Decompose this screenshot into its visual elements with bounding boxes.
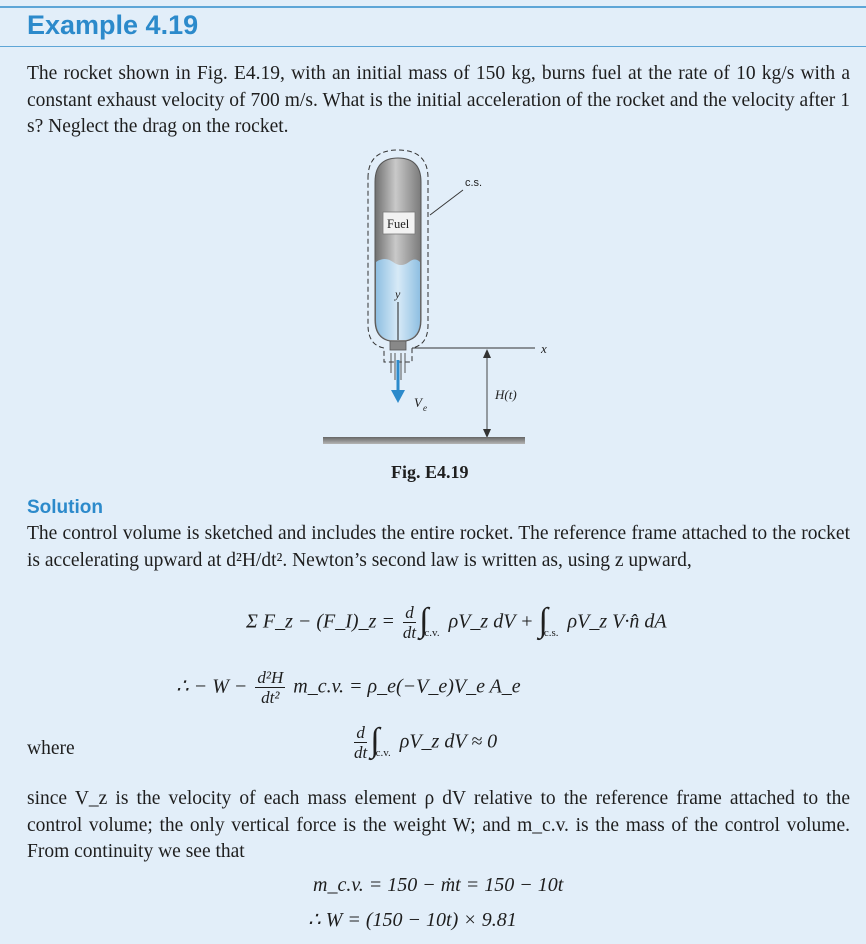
equation-momentum xyxy=(246,604,667,642)
exhaust-velocity-label: V xyxy=(414,395,422,410)
equation-mass: m_c.v. = 150 − ṁt = 150 − 10t xyxy=(313,874,564,896)
eq3-body: ρV_z dV ≈ 0 xyxy=(399,730,498,753)
integral-sign: ∫ xyxy=(419,602,429,639)
eq2-rhs: m_c.v. = ρ_e(−V_e)V_e A_e xyxy=(293,675,521,698)
equation-negligible-term xyxy=(351,724,497,762)
solution-heading: Solution xyxy=(27,497,103,518)
equation-weight: ∴ W = (150 − 10t) × 9.81 xyxy=(308,909,517,931)
eq1-term1: ρV_z dV + xyxy=(448,610,534,633)
problem-statement: The rocket shown in Fig. E4.19, with an initial mass of 150 kg, burns fuel at the rate of 10 kg/s with a constant exhaust velocity of 700 m/s. What is the initial acceleration of the rocket and the velocity after 1 s? Neglect the drag on the rocket. xyxy=(27,63,850,137)
example-title: Example 4.19 xyxy=(27,10,199,40)
y-axis-label: y xyxy=(395,287,401,301)
equation-force-balance xyxy=(176,669,521,707)
eq2-second-derivative: $\frac{\text{d²H}}{\text{dt²}}$ xyxy=(257,668,284,707)
exhaust-velocity-subscript: e xyxy=(423,403,427,413)
integral-sign: ∫ xyxy=(538,602,548,639)
eq1-derivative: $\frac{d}{dt}$ xyxy=(402,603,417,642)
nozzle xyxy=(390,341,406,350)
integral-domain-cv: c.v. xyxy=(375,746,391,759)
solution-paragraph-1: The control volume is sketched and includes the entire rocket. The reference frame attached to the rocket is accelerating upward at d²H/dt². Newton’s second law is written as, using z upward, xyxy=(27,523,850,571)
exhaust-arrow xyxy=(391,390,405,403)
ground xyxy=(323,437,525,444)
fuel-label: Fuel xyxy=(387,217,410,231)
integral-sign: ∫ xyxy=(370,722,380,759)
where-label: where xyxy=(27,738,75,759)
x-axis-label: x xyxy=(541,341,547,356)
eq2-lhs: ∴ − W − xyxy=(176,675,248,698)
eq1-term2: ρV_z V·n̂ dA xyxy=(567,610,667,633)
cs-leader xyxy=(430,190,463,215)
height-label: H(t) xyxy=(495,387,517,402)
integral-domain-cs: c.s. xyxy=(543,626,559,639)
cs-label: c.s. xyxy=(465,177,483,189)
eq1-lhs: Σ F_z − (F_I)_z = xyxy=(246,610,395,633)
eq3-derivative: $\frac{d}{dt}$ xyxy=(354,723,368,762)
figure-caption: Fig. E4.19 xyxy=(391,462,469,482)
solution-paragraph-2: since V_z is the velocity of each mass element ρ dV relative to the reference frame attached to the control volume; the only vertical force is the weight W; and m_c.v. is the mass of the control volume. From continuity we see that xyxy=(27,788,850,862)
integral-domain-cv: c.v. xyxy=(424,626,440,639)
